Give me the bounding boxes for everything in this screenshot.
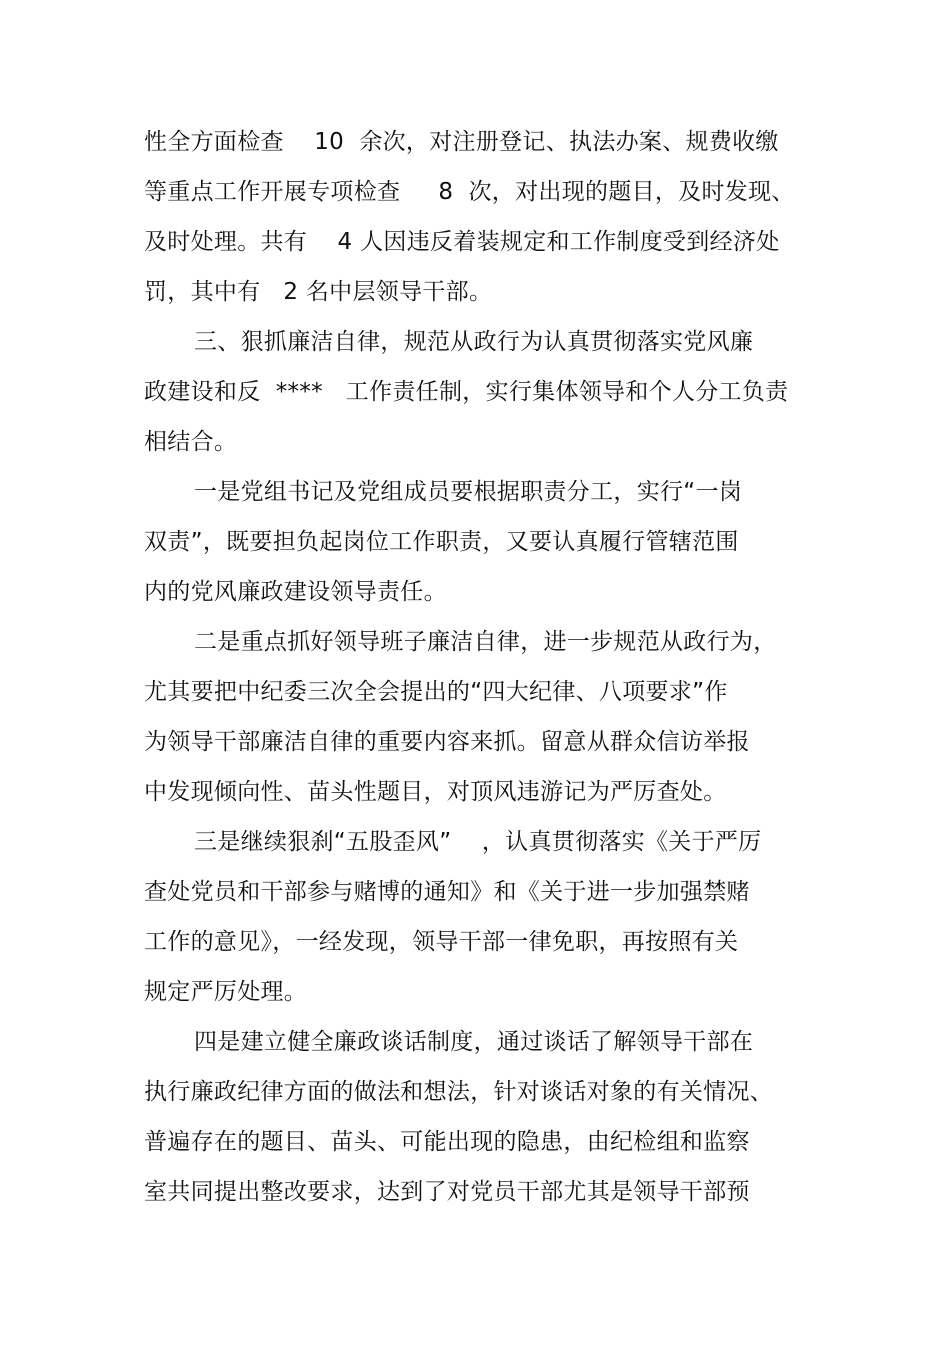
text-line: 内的党风廉政建设领导责任。 [144,579,447,605]
text-line: 为领导干部廉洁自律的重要内容来抓。留意从群众信访举报 [144,729,750,755]
paragraph-start-line: 三、狠抓廉洁自律，规范从政行为认真贯彻落实党风廉 [194,329,754,355]
text-line: 室共同提出整改要求，达到了对党员干部尤其是领导干部预 [144,1179,750,1205]
text-line: 查处党员和干部参与赌博的通知》和《关于进一步加强禁赌 [144,879,750,905]
text-line: 及时处理。共有 4 人因违反着装规定和工作制度受到经济处 [144,229,780,255]
text-line: 工作的意见》，一经发现，领导干部一律免职，再按照有关 [144,929,739,955]
text-line: 双责”，既要担负起岗位工作职责，又要认真履行管辖范围 [144,529,739,555]
text-line: 政建设和反 **** 工作责任制，实行集体领导和个人分工负责 [144,379,789,405]
paragraph-start-line: 一是党组书记及党组成员要根据职责分工，实行“一岗 [194,479,743,505]
paragraph-start-line: 三是继续狠刹“五股歪风” ，认真贯彻落实《关于严厉 [194,829,762,855]
paragraph-start-line: 二是重点抓好领导班子廉洁自律，进一步规范从政行为， [194,629,777,655]
text-line: 等重点工作开展专项检查 8 次，对出现的题目，及时发现、 [144,179,795,205]
text-line: 性全方面检查 10 余次，对注册登记、执法办案、规费收缴 [144,129,779,155]
text-line: 执行廉政纪律方面的做法和想法，针对谈话对象的有关情况、 [144,1079,774,1105]
text-line: 尤其要把中纪委三次全会提出的“四大纪律、八项要求”作 [144,679,728,705]
text-line: 普遍存在的题目、苗头、可能出现的隐患，由纪检组和监察 [144,1129,750,1155]
paragraph-start-line: 四是建立健全廉政谈话制度，通过谈话了解领导干部在 [194,1029,754,1055]
text-line: 罚，其中有 2 名中层领导干部。 [144,279,493,305]
text-line: 规定严厉处理。 [144,979,308,1005]
text-line: 相结合。 [144,429,238,455]
text-line: 中发现倾向性、苗头性题目，对顶风违游记为严厉查处。 [144,779,727,805]
